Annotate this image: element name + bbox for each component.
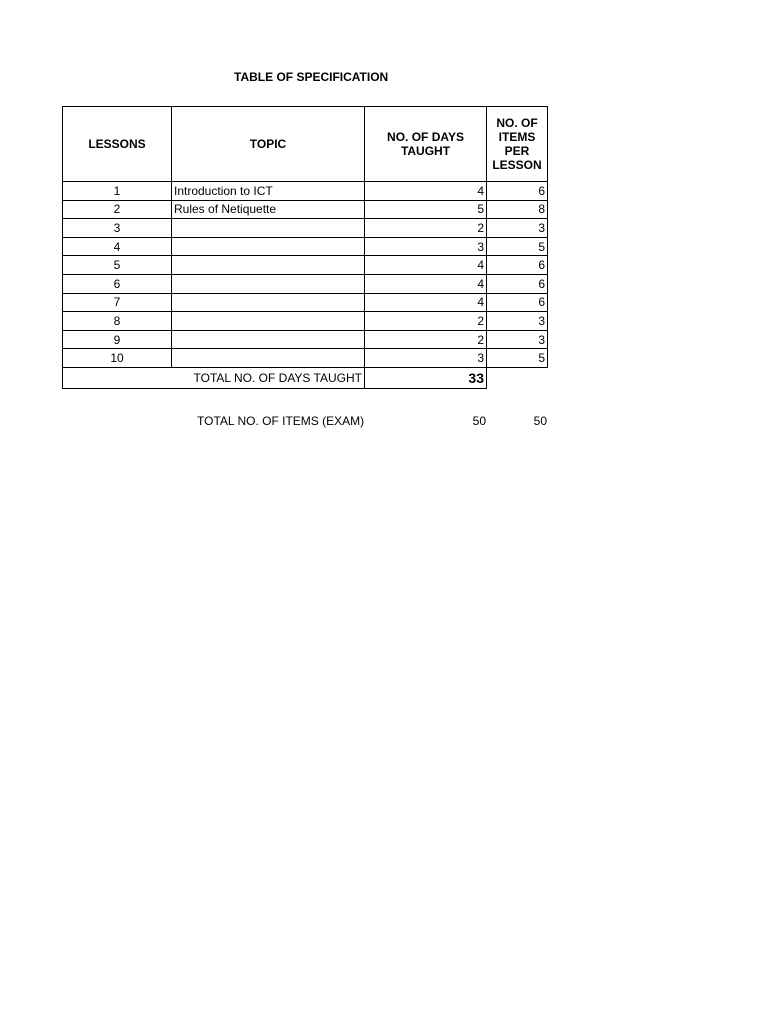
lesson-days: 4 [365, 293, 487, 312]
lesson-number: 2 [63, 200, 172, 219]
lesson-number: 9 [63, 330, 172, 349]
table-row [63, 330, 548, 349]
table-row [63, 182, 548, 201]
specification-table [62, 106, 548, 389]
lesson-items: 3 [487, 330, 548, 349]
lesson-items: 3 [487, 219, 548, 238]
total-days-label: TOTAL NO. OF DAYS TAUGHT [63, 367, 365, 388]
lesson-number: 1 [63, 182, 172, 201]
table-row [63, 312, 548, 331]
table-row [63, 219, 548, 238]
lesson-topic: Rules of Netiquette [172, 200, 365, 219]
lesson-items: 6 [487, 293, 548, 312]
lesson-topic: Introduction to ICT [172, 182, 365, 201]
lesson-items: 8 [487, 200, 548, 219]
header-days-taught: NO. OF DAYS TAUGHT [365, 107, 487, 182]
lesson-topic [172, 219, 365, 238]
lesson-days: 4 [365, 274, 487, 293]
lesson-items: 5 [487, 237, 548, 256]
lesson-days: 4 [365, 256, 487, 275]
lesson-items: 6 [487, 274, 548, 293]
total-items-days-col: 50 [472, 414, 486, 428]
lesson-number: 3 [63, 219, 172, 238]
lesson-items: 5 [487, 349, 548, 368]
table-row [63, 274, 548, 293]
total-days-empty [487, 367, 548, 388]
lesson-number: 8 [63, 312, 172, 331]
table-row [63, 349, 548, 368]
total-days-row [63, 367, 548, 388]
table-row [63, 237, 548, 256]
lesson-number: 7 [63, 293, 172, 312]
lesson-days: 2 [365, 312, 487, 331]
lesson-days: 3 [365, 237, 487, 256]
total-days-value: 33 [365, 367, 487, 388]
header-topic: TOPIC [172, 107, 365, 182]
lesson-topic [172, 237, 365, 256]
lesson-items: 3 [487, 312, 548, 331]
lesson-topic [172, 293, 365, 312]
lesson-number: 4 [63, 237, 172, 256]
lesson-items: 6 [487, 182, 548, 201]
header-lessons: LESSONS [63, 107, 172, 182]
lesson-topic [172, 274, 365, 293]
table-row [63, 200, 548, 219]
header-items-per-lesson: NO. OF ITEMS PER LESSON [487, 107, 548, 182]
total-items-items-col: 50 [533, 414, 547, 428]
lesson-days: 2 [365, 219, 487, 238]
lesson-days: 3 [365, 349, 487, 368]
lesson-days: 2 [365, 330, 487, 349]
lesson-items: 6 [487, 256, 548, 275]
header-row [63, 107, 548, 182]
lesson-number: 5 [63, 256, 172, 275]
lesson-days: 4 [365, 182, 487, 201]
page-title: TABLE OF SPECIFICATION [234, 70, 389, 84]
lesson-topic [172, 256, 365, 275]
lesson-days: 5 [365, 200, 487, 219]
lesson-topic [172, 312, 365, 331]
lesson-number: 6 [63, 274, 172, 293]
total-items-label: TOTAL NO. OF ITEMS (EXAM) [197, 414, 365, 428]
lesson-number: 10 [63, 349, 172, 368]
table-row [63, 256, 548, 275]
table-row [63, 293, 548, 312]
lesson-topic [172, 330, 365, 349]
lesson-topic [172, 349, 365, 368]
